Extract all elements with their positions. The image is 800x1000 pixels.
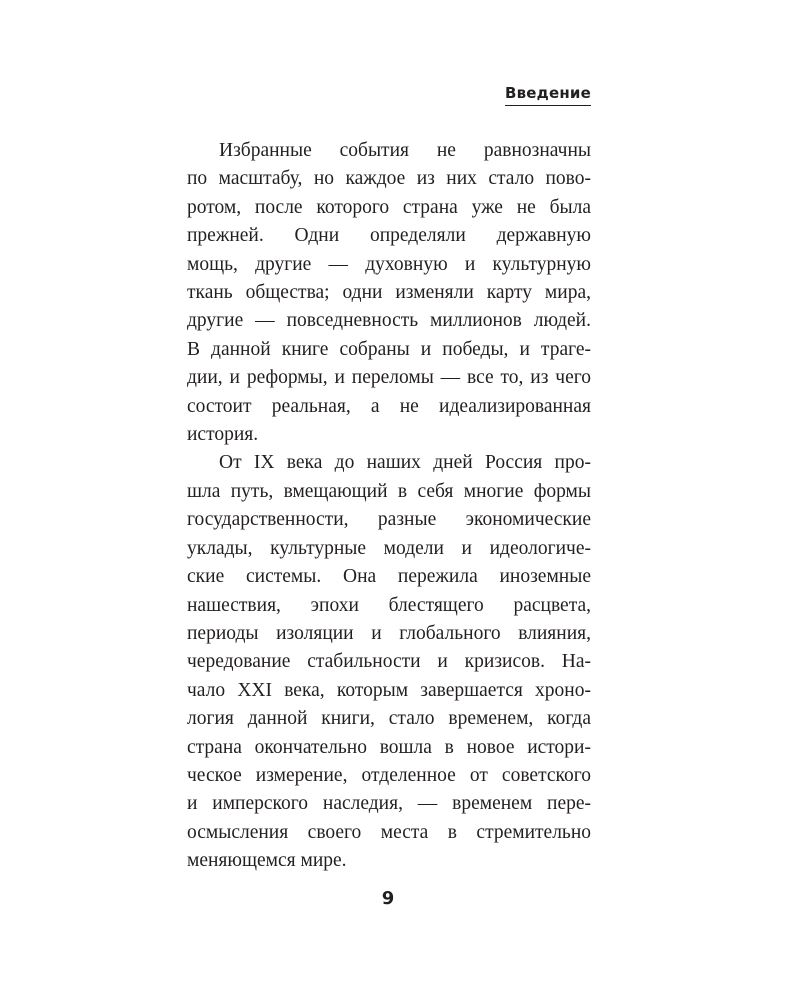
paragraph-2-line: ские системы. Она пережила иноземные [187,566,591,588]
paragraph-2-line: От IX века до наших дней Россия про- [219,452,591,474]
paragraph-2-line: нашествия, эпохи блестящего расцвета, [187,594,591,616]
paragraph-1-line: В данной книге собраны и победы, и траге- [187,338,591,360]
paragraph-2-line: шла путь, вмещающий в себя многие формы [187,480,591,502]
paragraph-1-line: ткань общества; одни изменяли карту мира, [187,282,591,304]
paragraph-2-line: чередование стабильности и кризисов. На- [187,651,591,673]
paragraph-2-line: меняющемся мире. [187,850,347,872]
running-head: Введение [505,84,591,106]
paragraph-1-line: состоит реальная, а не идеализированная [187,395,591,417]
paragraph-2-line: государственности, разные экономические [187,509,591,531]
paragraph-2-line: и имперского наследия, — временем пере- [187,793,591,815]
paragraph-2-line: периоды изоляции и глобального влияния, [187,622,591,644]
body-text [187,137,591,876]
paragraph-2-line: ческое измерение, отделенное от советского [187,764,591,786]
paragraph-1-line: мощь, другие — духовную и культурную [187,253,591,275]
paragraph-1-line: другие — повседневность миллионов людей. [187,310,591,332]
paragraph-1-line: история. [187,424,259,446]
page-number: 9 [381,888,395,909]
paragraph-2-line: уклады, культурные модели и идеологиче- [187,537,591,559]
paragraph-1-line: Избранные события не равнозначны [219,140,591,161]
paragraph-2-line: осмысления своего места в стремительно [187,821,591,843]
paragraph-1-line: по масштабу, но каждое из них стало пово- [187,168,591,190]
paragraph-1-line: прежней. Одни определяли державную [187,225,591,247]
paragraph-1-line: дии, и реформы, и переломы — все то, из чего [187,367,591,389]
paragraph-2-line: логия данной книги, стало временем, когда [187,708,591,730]
paragraph-2-line: чало XXI века, которым завершается хроно- [187,679,591,701]
paragraph-2-line: страна окончательно вошла в новое истори- [187,736,591,758]
paragraph-1-line: ротом, после которого страна уже не была [187,196,591,218]
